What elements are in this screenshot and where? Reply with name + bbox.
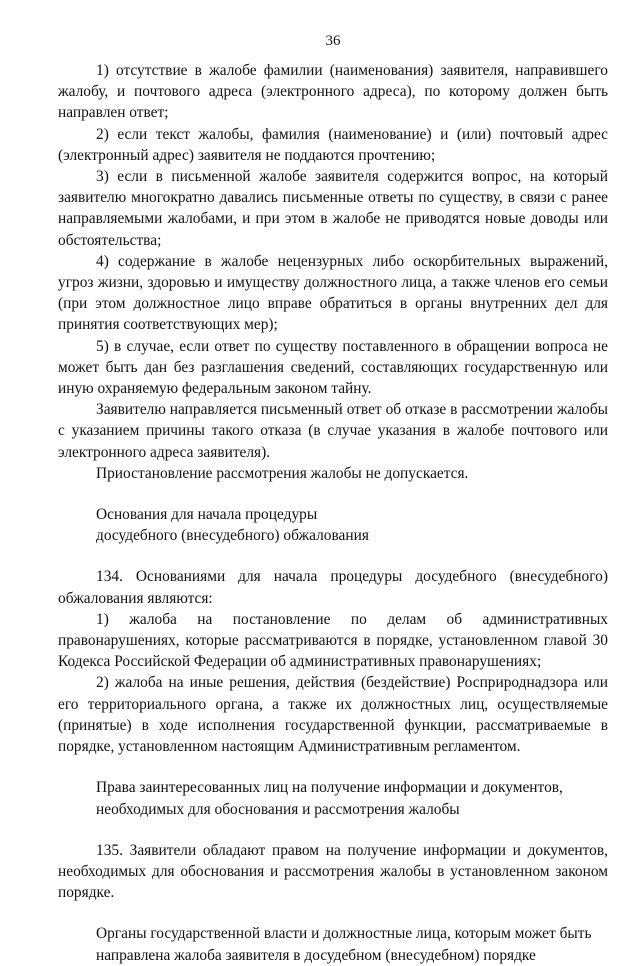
section-heading-bodies — [58, 923, 608, 965]
list-item: 5) в случае, если ответ по существу поставленного в обращении вопроса не может быть дан без разглашения сведений, составляющих государственную или иную охраняемую федеральным законом тайну. — [58, 337, 608, 398]
paragraph-134: 134. Основаниями для начала процедуры досудебного (внесудебного) обжалования являются: — [58, 568, 608, 607]
section-heading-rights — [58, 777, 608, 819]
section-heading-line: необходимых для обоснования и рассмотрения жалобы — [96, 800, 460, 818]
list-item: 1) отсутствие в жалобе фамилии (наименования) заявителя, направившего жалобу, и почтового адреса (электронного адреса), по которому должен быть направлен ответ; — [58, 62, 608, 122]
section-heading-line: Основания для начала процедуры — [96, 506, 318, 524]
section-heading-line: направлена жалоба заявителя в досудебном (внесудебном) порядке — [96, 946, 536, 964]
document-body — [58, 60, 608, 966]
suspension-paragraph: Приостановление рассмотрения жалобы не допускается. — [96, 464, 469, 482]
notice-paragraph: Заявителю направляется письменный ответ об отказе в рассмотрении жалобы с указанием причины такого отказа (в случае указания в жалобе почтового или электронного адреса заявителя). — [58, 401, 608, 461]
list-item: 2) если текст жалобы, фамилия (наименование) и (или) почтовый адрес (электронный адрес) заявителя не поддаются прочтению; — [58, 125, 608, 164]
list-item: 4) содержание в жалобе нецензурных либо оскорбительных выражений, угроз жизни, здоровью и имуществу должностного лица, а также членов его семьи (при этом должностное лицо вправе обратиться в органы внутренних дел для принятия соответствующих мер); — [58, 252, 608, 334]
list-item: 2) жалоба на иные решения, действия (бездействие) Росприроднадзора или его территориального органа, а также их должностных лиц, осуществляемые (принятые) в ходе исполнения государственной функции, рассматриваемые в порядке, установленном настоящим Административным регламентом. — [58, 674, 608, 756]
page-number: 36 — [325, 33, 341, 49]
list-item: 1) жалоба на постановление по делам об административных правонарушениях, которые рассматриваются в порядке, установленном главой 30 Кодекса Российской Федерации об административных правонарушениях; — [58, 610, 608, 671]
section-heading-line: Права заинтересованных лиц на получение информации и документов, — [96, 779, 563, 797]
list-item: 3) если в письменной жалобе заявителя содержится вопрос, на который заявителю многократно давались письменные ответы по существу, в связи с ранее направляемыми жалобами, и при этом в жалобе не приводятся новые доводы или обстоятельства; — [58, 168, 608, 249]
section-heading-grounds — [58, 504, 608, 546]
section-heading-line: Органы государственной власти и должностные лица, которым может быть — [96, 925, 592, 943]
paragraph-135: 135. Заявители обладают правом на получение информации и документов, необходимых для обоснования и рассмотрения жалобы в установленном законом порядке. — [58, 841, 608, 902]
section-heading-line: досудебного (внесудебного) обжалования — [96, 527, 369, 545]
